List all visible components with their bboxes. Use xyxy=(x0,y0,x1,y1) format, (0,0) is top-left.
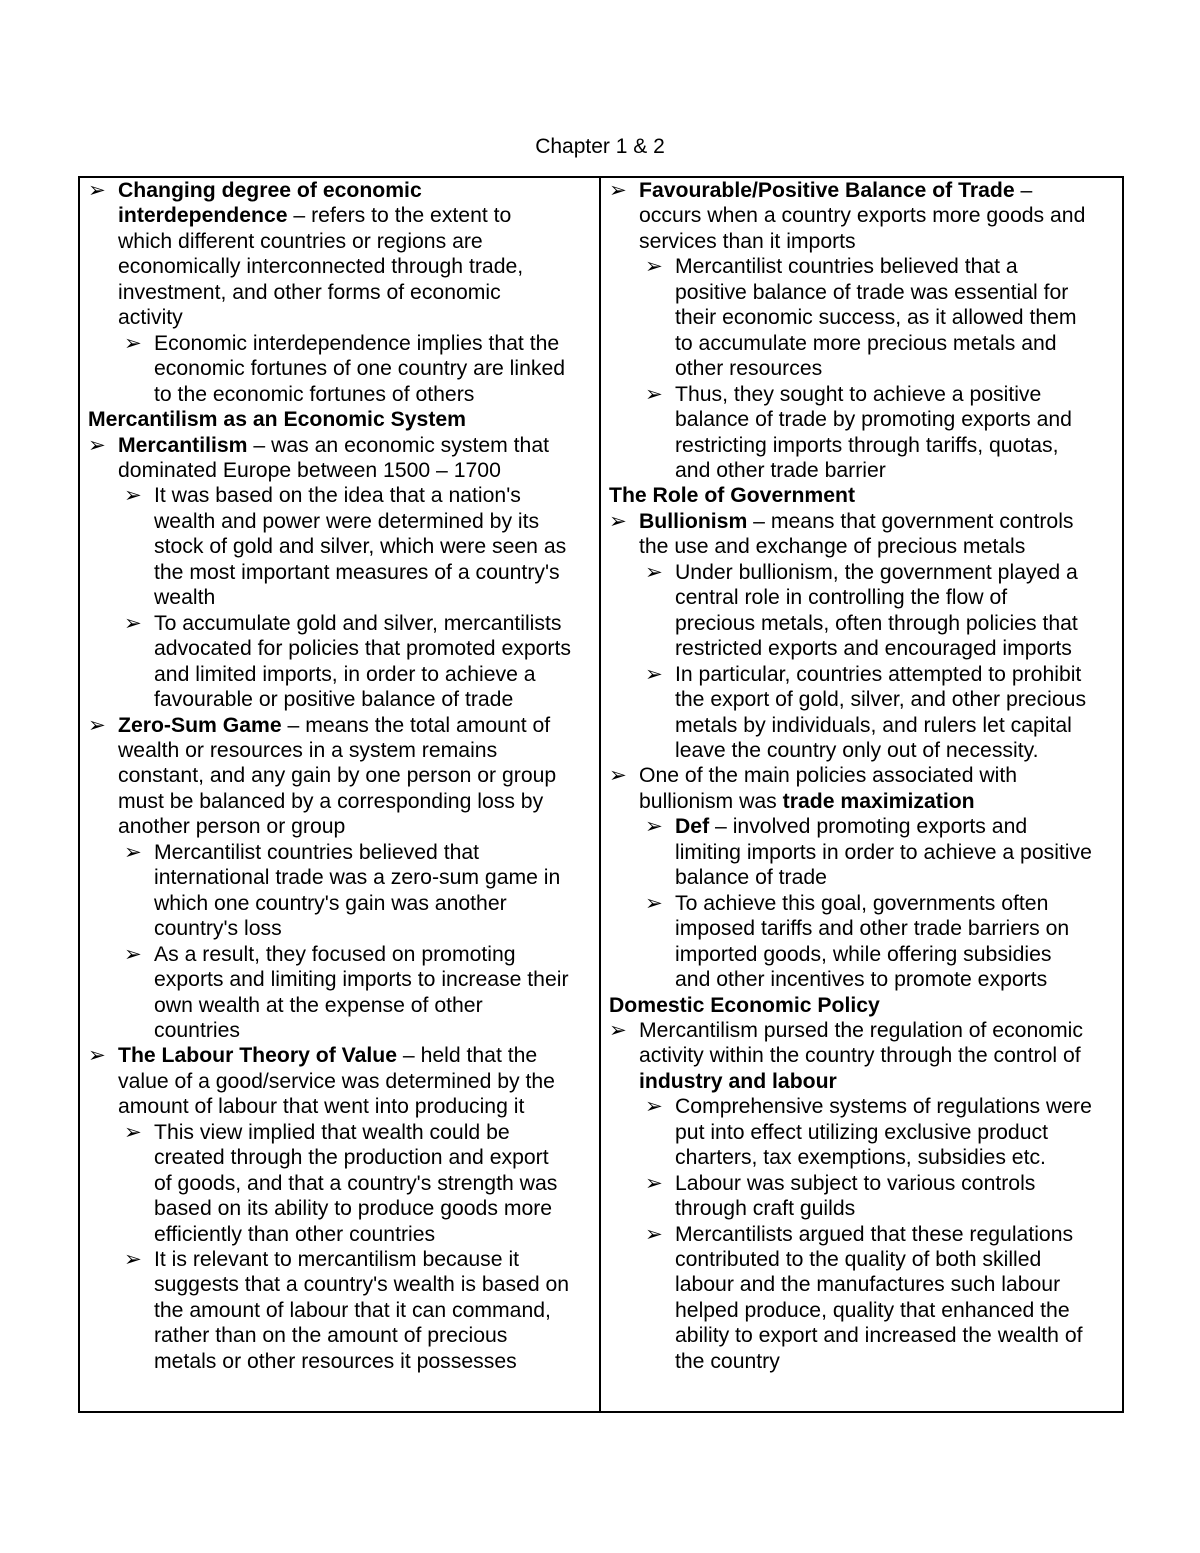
sub-bullet-item xyxy=(88,1247,599,1374)
arrow-bullet-icon: ➢ xyxy=(645,382,663,406)
left-column xyxy=(80,178,601,1411)
text-line: Mercantilism – was an economic system that xyxy=(118,433,549,457)
text-line: which one country's gain was another xyxy=(154,891,507,915)
text-line: balance of trade xyxy=(675,866,827,890)
text-line: Zero-Sum Game – means the total amount of xyxy=(118,713,551,737)
text-line: Domestic Economic Policy xyxy=(609,993,880,1017)
arrow-bullet-icon: ➢ xyxy=(645,1095,663,1119)
text-line: Under bullionism, the government played a xyxy=(675,560,1078,584)
text-line: the country xyxy=(675,1349,780,1373)
text-line: rather than on the amount of precious xyxy=(154,1324,508,1348)
bullet-item xyxy=(88,433,599,484)
text-line: wealth or resources in a system remains xyxy=(118,738,498,762)
text-line: interdependence – refers to the extent to xyxy=(118,204,512,228)
text-line: leave the country only out of necessity. xyxy=(675,738,1039,762)
sub-bullet-item xyxy=(609,891,1122,993)
text-line: must be balanced by a corresponding loss by xyxy=(118,789,544,813)
bullet-item xyxy=(88,1043,599,1119)
section-heading xyxy=(609,483,1122,508)
text-line: precious metals, often through policies that xyxy=(675,611,1078,635)
text-line: based on its ability to produce goods more xyxy=(154,1197,553,1221)
text-line: economically interconnected through trade, xyxy=(118,255,524,279)
text-line: restricting imports through tariffs, quotas, xyxy=(675,433,1059,457)
sub-bullet-item xyxy=(609,254,1122,381)
text-line: Labour was subject to various controls xyxy=(675,1171,1036,1195)
text-line: Thus, they sought to achieve a positive xyxy=(675,382,1042,406)
section-heading xyxy=(88,407,599,432)
text-line: countries xyxy=(154,1018,240,1042)
arrow-bullet-icon: ➢ xyxy=(124,942,142,966)
text-line: It is relevant to mercantilism because it xyxy=(154,1248,520,1272)
text-line: the most important measures of a country's xyxy=(154,560,560,584)
text-line: favourable or positive balance of trade xyxy=(154,688,514,712)
arrow-bullet-icon: ➢ xyxy=(124,331,142,355)
text-line: stock of gold and silver, which were seen as xyxy=(154,535,567,559)
text-line: efficiently than other countries xyxy=(154,1222,436,1246)
text-line: international trade was a zero-sum game in xyxy=(154,866,561,890)
text-line: ability to export and increased the wealth of xyxy=(675,1324,1083,1348)
text-line: to the economic fortunes of others xyxy=(154,382,475,406)
text-line: constant, and any gain by one person or group xyxy=(118,764,557,788)
text-line: amount of labour that went into producing it xyxy=(118,1095,525,1119)
text-line: positive balance of trade was essential for xyxy=(675,280,1069,304)
text-line: helped produce, quality that enhanced the xyxy=(675,1298,1070,1322)
text-line: investment, and other forms of economic xyxy=(118,280,501,304)
text-line: Bullionism – means that government controls xyxy=(639,509,1074,533)
text-line: limiting imports in order to achieve a positive xyxy=(675,840,1092,864)
arrow-bullet-icon: ➢ xyxy=(88,179,106,202)
arrow-bullet-icon: ➢ xyxy=(609,509,627,533)
text-line: economic fortunes of one country are linked xyxy=(154,357,566,381)
text-line: industry and labour xyxy=(639,1069,837,1093)
sub-bullet-item xyxy=(609,662,1122,764)
text-line: wealth xyxy=(154,586,216,610)
arrow-bullet-icon: ➢ xyxy=(645,560,663,584)
text-line: another person or group xyxy=(118,815,346,839)
text-line: metals or other resources it possesses xyxy=(154,1349,517,1373)
text-line: own wealth at the expense of other xyxy=(154,993,483,1017)
text-line: services than it imports xyxy=(639,229,856,253)
arrow-bullet-icon: ➢ xyxy=(124,611,142,635)
sub-bullet-item xyxy=(609,382,1122,484)
text-line: metals by individuals, and rulers let capital xyxy=(675,713,1072,737)
text-line: Mercantilism pursed the regulation of economic xyxy=(639,1018,1083,1042)
sub-bullet-item xyxy=(88,840,599,942)
text-line: exports and limiting imports to increase their xyxy=(154,968,569,992)
text-line: To achieve this goal, governments often xyxy=(675,891,1049,915)
text-line: their economic success, as it allowed them xyxy=(675,306,1077,330)
sub-bullet-item xyxy=(609,560,1122,662)
text-line: Comprehensive systems of regulations were xyxy=(675,1095,1092,1119)
text-line: and limited imports, in order to achieve a xyxy=(154,662,536,686)
text-line: activity within the country through the control of xyxy=(639,1044,1081,1068)
text-line: value of a good/service was determined by the xyxy=(118,1069,555,1093)
sub-bullet-item xyxy=(88,611,599,713)
text-line: It was based on the idea that a nation's xyxy=(154,484,521,508)
text-line: and other trade barrier xyxy=(675,458,886,482)
arrow-bullet-icon: ➢ xyxy=(88,433,106,457)
text-line: labour and the manufactures such labour xyxy=(675,1273,1061,1297)
arrow-bullet-icon: ➢ xyxy=(645,255,663,279)
arrow-bullet-icon: ➢ xyxy=(124,1120,142,1144)
arrow-bullet-icon: ➢ xyxy=(609,1018,627,1042)
right-column xyxy=(601,178,1122,1411)
sub-bullet-item xyxy=(88,331,599,407)
arrow-bullet-icon: ➢ xyxy=(124,1248,142,1272)
arrow-bullet-icon: ➢ xyxy=(88,713,106,737)
sub-bullet-item xyxy=(88,1120,599,1247)
arrow-bullet-icon: ➢ xyxy=(645,1171,663,1195)
text-line: imposed tariffs and other trade barriers on xyxy=(675,917,1070,941)
sub-bullet-item xyxy=(609,1094,1122,1170)
text-line: Mercantilists argued that these regulations xyxy=(675,1222,1074,1246)
arrow-bullet-icon: ➢ xyxy=(645,1222,663,1246)
text-line: contributed to the quality of both skilled xyxy=(675,1248,1042,1272)
section-heading xyxy=(609,993,1122,1018)
text-line: Def – involved promoting exports and xyxy=(675,815,1028,839)
text-line: wealth and power were determined by its xyxy=(154,509,540,533)
text-line: balance of trade by promoting exports and xyxy=(675,408,1072,432)
text-line: Economic interdependence implies that the xyxy=(154,331,560,355)
text-line: and other incentives to promote exports xyxy=(675,968,1048,992)
text-line: put into effect utilizing exclusive product xyxy=(675,1120,1048,1144)
text-line: The Role of Government xyxy=(609,484,856,508)
text-line: In particular, countries attempted to prohibit xyxy=(675,662,1082,686)
bullet-item xyxy=(88,178,599,331)
text-line: advocated for policies that promoted exports xyxy=(154,637,571,661)
text-line: central role in controlling the flow of xyxy=(675,586,1008,610)
text-line: country's loss xyxy=(154,917,282,941)
text-line: suggests that a country's wealth is based on xyxy=(154,1273,570,1297)
sub-bullet-item xyxy=(88,483,599,610)
text-line: Mercantilist countries believed that xyxy=(154,840,480,864)
notes-table xyxy=(78,176,1124,1413)
text-line: which different countries or regions are xyxy=(118,229,483,253)
arrow-bullet-icon: ➢ xyxy=(124,840,142,864)
text-line: bullionism was trade maximization xyxy=(639,789,975,813)
bullet-item xyxy=(609,1018,1122,1094)
text-line: The Labour Theory of Value – held that the xyxy=(118,1044,538,1068)
bullet-item xyxy=(88,713,599,840)
arrow-bullet-icon: ➢ xyxy=(88,1044,106,1068)
text-line: Favourable/Positive Balance of Trade – xyxy=(639,179,1033,202)
page-title: Chapter 1 & 2 xyxy=(535,135,665,158)
text-line: This view implied that wealth could be xyxy=(154,1120,510,1144)
bullet-item xyxy=(609,509,1122,560)
text-line: One of the main policies associated with xyxy=(639,764,1018,788)
text-line: imported goods, while offering subsidies xyxy=(675,942,1052,966)
text-line: charters, tax exemptions, subsidies etc. xyxy=(675,1146,1046,1170)
sub-bullet-item xyxy=(609,814,1122,890)
text-line: to accumulate more precious metals and xyxy=(675,331,1057,355)
arrow-bullet-icon: ➢ xyxy=(645,891,663,915)
text-line: restricted exports and encouraged imports xyxy=(675,637,1072,661)
bullet-item xyxy=(609,763,1122,814)
text-line: of goods, and that a country's strength was xyxy=(154,1171,558,1195)
text-line: created through the production and export xyxy=(154,1146,549,1170)
text-line: Mercantilism as an Economic System xyxy=(88,408,466,432)
sub-bullet-item xyxy=(88,942,599,1044)
text-line: As a result, they focused on promoting xyxy=(154,942,516,966)
text-line: activity xyxy=(118,306,183,330)
text-line: the use and exchange of precious metals xyxy=(639,535,1026,559)
text-line: the amount of labour that it can command, xyxy=(154,1298,551,1322)
sub-bullet-item xyxy=(609,1222,1122,1375)
text-line: dominated Europe between 1500 – 1700 xyxy=(118,458,501,482)
text-line: through craft guilds xyxy=(675,1197,856,1221)
bullet-item xyxy=(609,178,1122,254)
text-line: the export of gold, silver, and other precious xyxy=(675,688,1087,712)
sub-bullet-item xyxy=(609,1171,1122,1222)
arrow-bullet-icon: ➢ xyxy=(645,662,663,686)
text-line: occurs when a country exports more goods and xyxy=(639,204,1086,228)
text-line: other resources xyxy=(675,357,823,381)
arrow-bullet-icon: ➢ xyxy=(609,764,627,788)
text-line: To accumulate gold and silver, mercantilists xyxy=(154,611,562,635)
arrow-bullet-icon: ➢ xyxy=(609,179,627,202)
text-line: Changing degree of economic xyxy=(118,179,422,202)
text-line: Mercantilist countries believed that a xyxy=(675,255,1018,279)
arrow-bullet-icon: ➢ xyxy=(124,484,142,508)
arrow-bullet-icon: ➢ xyxy=(645,815,663,839)
